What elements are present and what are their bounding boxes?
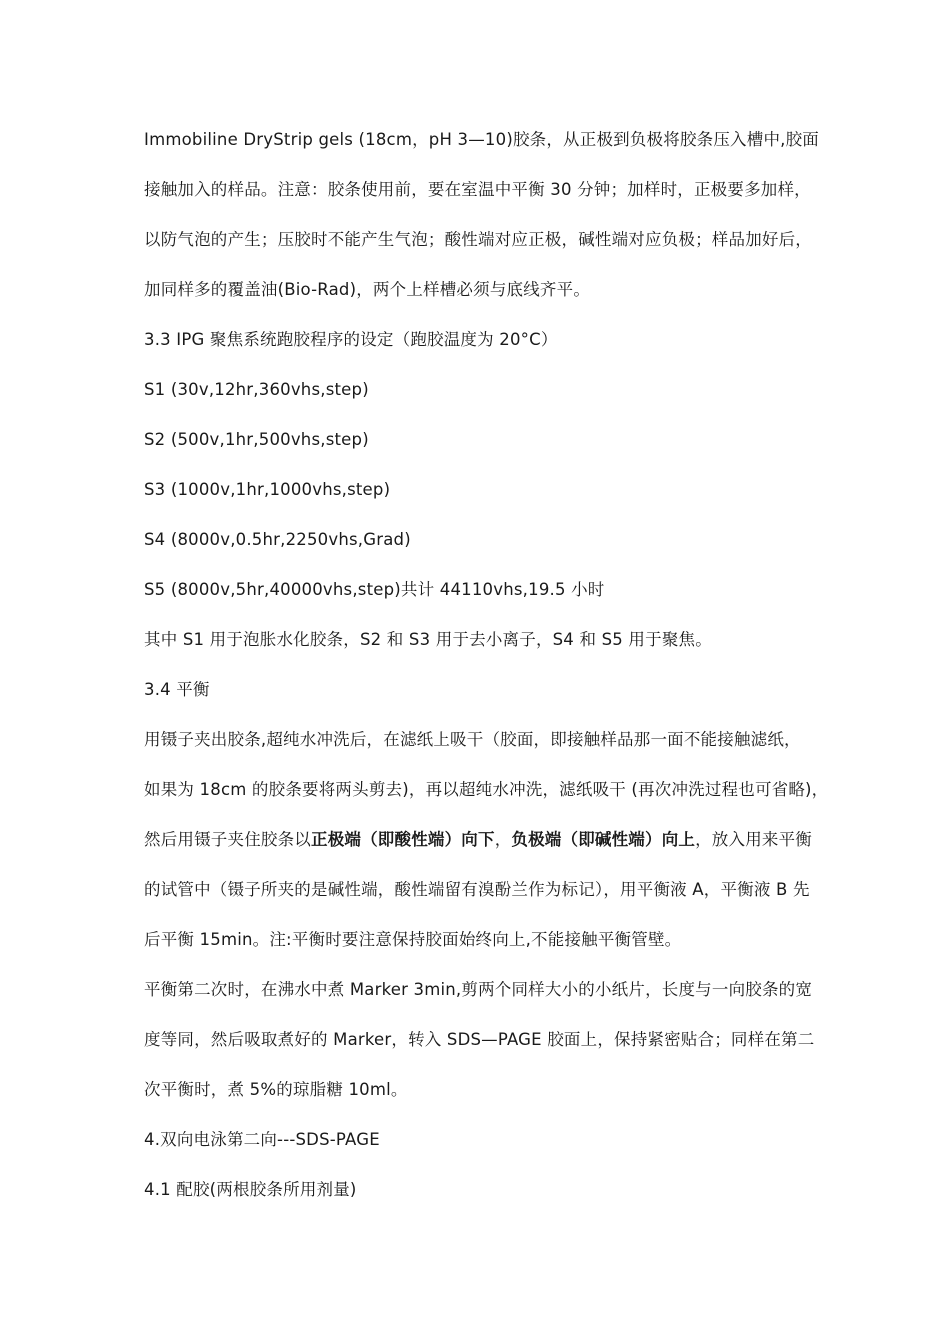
paragraph-line: 其中 S1 用于泡胀水化胶条，S2 和 S3 用于去小离子，S4 和 S5 用于聚焦。 <box>144 630 712 649</box>
paragraph-line-with-bold <box>144 828 813 852</box>
section-heading-3-3: 3.3 IPG 聚焦系统跑胶程序的设定（跑胶温度为 20°C） <box>144 330 558 349</box>
paragraph-line: 接触加入的样品。注意：胶条使用前，要在室温中平衡 30 分钟；加样时，正极要多加样， <box>144 180 811 199</box>
section-heading-4-1: 4.1 配胶(两根胶条所用剂量) <box>144 1180 357 1199</box>
bold-text: 正极端（即酸性端）向下 <box>311 830 495 849</box>
paragraph-line: 后平衡 15min。注:平衡时要注意保持胶面始终向上,不能接触平衡管壁。 <box>144 930 682 949</box>
bold-text: 负极端（即碱性端）向上 <box>511 830 696 849</box>
program-step-s3: S3 (1000v,1hr,1000vhs,step) <box>144 480 391 499</box>
paragraph-line: 的试管中（镊子所夹的是碱性端，酸性端留有溴酚兰作为标记），用平衡液 A，平衡液 B 先 <box>144 880 810 899</box>
section-heading-3-4: 3.4 平衡 <box>144 680 210 699</box>
program-step-s4: S4 (8000v,0.5hr,2250vhs,Grad) <box>144 530 411 549</box>
program-step-s5: S5 (8000v,5hr,40000vhs,step)共计 44110vhs,19.5 小时 <box>144 580 605 599</box>
paragraph-line: 以防气泡的产生；压胶时不能产生气泡；酸性端对应正极，碱性端对应负极；样品加好后， <box>144 230 812 249</box>
paragraph-line: 用镊子夹出胶条,超纯水冲洗后，在滤纸上吸干（胶面，即接触样品那一面不能接触滤纸， <box>144 730 801 749</box>
paragraph-line: 加同样多的覆盖油(Bio-Rad)，两个上样槽必须与底线齐平。 <box>144 280 591 299</box>
paragraph-line: 如果为 18cm 的胶条要将两头剪去)，再以超纯水冲洗，滤纸吸干 (再次冲洗过程也可省略)， <box>144 780 829 799</box>
paragraph-line: 平衡第二次时，在沸水中煮 Marker 3min,剪两个同样大小的小纸片，长度与一向胶条的宽 <box>144 980 813 999</box>
section-heading-4: 4.双向电泳第二向---SDS-PAGE <box>144 1130 380 1149</box>
paragraph-line: 次平衡时，煮 5%的琼脂糖 10ml。 <box>144 1080 408 1099</box>
program-step-s2: S2 (500v,1hr,500vhs,step) <box>144 430 369 449</box>
program-step-s1: S1 (30v,12hr,360vhs,step) <box>144 380 369 399</box>
text-span: ， <box>494 830 512 849</box>
paragraph-line: Immobiline DryStrip gels (18cm，pH 3—10)胶条，从正极到负极将胶条压入槽中,胶面 <box>144 130 819 149</box>
paragraph-line: 度等同，然后吸取煮好的 Marker，转入 SDS—PAGE 胶面上，保持紧密贴合；同样在第二 <box>144 1030 815 1049</box>
text-span: ，放入用来平衡 <box>695 830 813 849</box>
text-span: 然后用镊子夹住胶条以 <box>144 830 311 849</box>
